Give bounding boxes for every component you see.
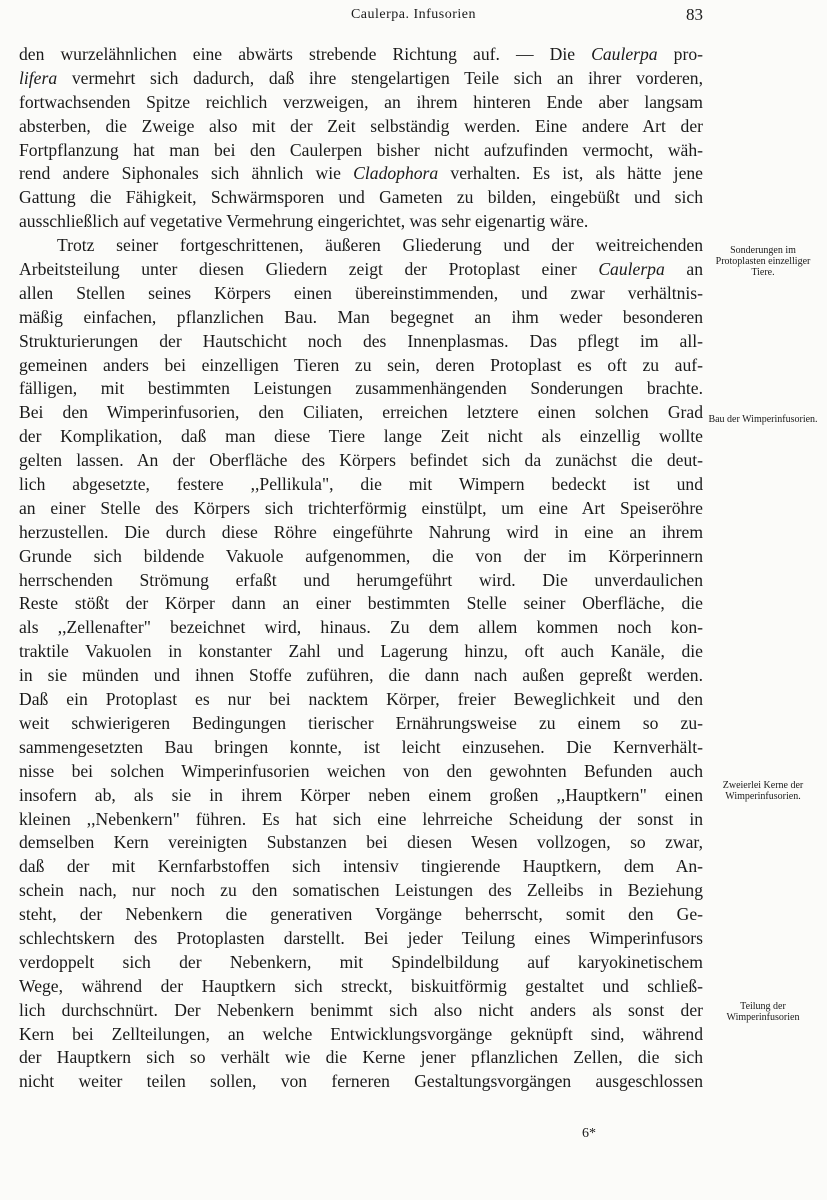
signature-mark: 6* [582,1126,596,1141]
text-line: Bei den Wimperinfusorien, den Ciliaten, erreichen letztere einen solchen Grad [19,402,703,423]
text-line: verdoppelt sich der Nebenkern, mit Spindelbildung auf karyokinetischem [19,951,703,972]
text-line: ausschließlich auf vegetative Vermehrung eingerichtet, was sehr eigenartig wäre. [19,211,589,232]
text-line: Gattung die Fähigkeit, Schwärmsporen und Gameten zu bilden, eingebüßt und sich [19,187,703,208]
text-line: der Komplikation, daß man diese Tiere lange Zeit nicht als einzellig wollte [19,426,703,447]
text-line: herrschenden Strömung erfaßt und herumgeführt wird. Die unverdaulichen [19,569,703,590]
text-line: allen Stellen seines Körpers einen übereinstimmenden, und zwar verhältnis- [19,282,703,303]
text-line: fälligen, mit bestimmten Leistungen zusammenhängenden Sonderungen brachte. [19,378,703,399]
text-line: steht, der Nebenkern die generativen Vorgänge beherrscht, somit den Ge- [19,904,703,925]
text-line: nicht weiter teilen sollen, von ferneren Gestaltungsvorgängen ausgeschlossen [19,1071,703,1092]
text-line: mäßig einfachen, pflanzlichen Bau. Man begegnet an ihm weder besonderen [19,306,703,327]
text-line: herzustellen. Die durch diese Röhre eingeführte Nahrung wird in eine an ihrem [19,521,703,542]
text-line: an einer Stelle des Körpers sich trichterförmig einstülpt, um eine Art Speiseröhre [19,497,703,518]
text-line: lich durchschnürt. Der Nebenkern benimmt sich also nicht anders als sonst der [19,999,703,1020]
text-line: fortwachsenden Spitze reichlich verzweigen, an ihrem hinteren Ende aber langsam [19,91,703,112]
text-line: Fortpflanzung hat man bei den Caulerpen bisher nicht aufzufinden vermocht, wäh- [19,139,703,160]
margin-note: Zweierlei Kerne der Wimperinfusorien. [722,780,804,802]
margin-note: Sonderungen im Protoplasten einzelliger Tiere. [715,245,811,278]
text-line: Kern bei Zellteilungen, an welche Entwicklungsvorgänge geknüpft sind, während [19,1023,703,1044]
text-line: der Hauptkern sich so verhält wie die Kerne jener pflanzlichen Zellen, die sich [19,1047,703,1068]
running-header: Caulerpa. Infusorien [350,7,477,22]
text-line: Reste stößt der Körper dann an einer bestimmten Stelle seiner Oberfläche, die [19,593,703,614]
text-line: daß der mit Kernfarbstoffen sich intensiv tingierende Hauptkern, dem An- [19,856,703,877]
text-line: nisse bei solchen Wimperinfusorien weichen von den gewohnten Befunden auch [19,760,703,781]
text-line: Trotz seiner fortgeschrittenen, äußeren Gliederung und der weitreichenden [57,235,703,256]
text-line: traktile Vakuolen in konstanter Zahl und Lagerung hinzu, oft auch Kanäle, die [19,641,703,662]
text-line: sammengesetzten Bau bringen konnte, ist leicht einzusehen. Die Kernverhält- [19,736,703,757]
text-line: schein nach, nur noch zu den somatischen Leistungen des Zelleibs in Beziehung [19,880,703,901]
text-line: absterben, die Zweige also mit der Zeit selbständig werden. Eine andere Art der [19,115,703,136]
text-line: weit schwierigeren Bedingungen tierischer Ernährungsweise zu einem so zu- [19,712,703,733]
margin-note: Teilung der Wimperinfusorien [726,1001,800,1023]
text-line: gemeinen anders bei einzelligen Tieren zu sein, deren Protoplast es oft zu auf- [19,354,703,375]
text-line: als ,,Zellenafter" bezeichnet wird, hinaus. Zu dem allem kommen noch kon- [19,617,703,638]
page-number: 83 [686,5,703,24]
text-line: lifera vermehrt sich dadurch, daß ihre stengelartigen Teile sich an ihrer vorderen, [19,67,703,88]
text-line: Arbeitsteilung unter diesen Gliedern zeigt der Protoplast einer Caulerpa an [19,259,703,280]
text-line: rend andere Siphonales sich ähnlich wie Cladophora verhalten. Es ist, als hätte jene [19,163,703,184]
text-line: kleinen ,,Nebenkern" führen. Es hat sich eine lehrreiche Scheidung der sonst in [19,808,703,829]
text-line: Wege, während der Hauptkern sich streckt, biskuitförmig gestaltet und schließ- [19,975,703,996]
text-line: Strukturierungen der Hautschicht noch des Innenplasmas. Das pflegt im all- [19,330,703,351]
text-line: in sie münden und ihnen Stoffe zuführen, die dann nach außen gepreßt werden. [19,665,703,686]
text-line: lich abgesetzte, festere ,,Pellikula", die mit Wimpern bedeckt ist und [19,474,703,495]
text-line: insofern ab, als sie in ihrem Körper neben einem großen ,,Hauptkern" einen [19,784,703,805]
margin-note: Bau der Wimperinfusorien. [708,414,818,425]
text-line: Grunde sich bildende Vakuole aufgenommen, die von der im Körperinnern [19,545,703,566]
body-text [19,43,703,1094]
text-line: Daß ein Protoplast es nur bei nacktem Körper, freier Beweglichkeit und den [19,689,703,710]
text-line: schlechtskern des Protoplasten darstellt. Bei jeder Teilung eines Wimperinfusors [19,927,703,948]
text-line: den wurzelähnlichen eine abwärts strebende Richtung auf. — Die Caulerpa pro- [19,44,703,64]
text-line: demselben Kern vereinigten Substanzen bei diesen Wesen vollzogen, so zwar, [19,832,703,853]
text-line: gelten lassen. An der Oberfläche des Körpers befindet sich da zunächst die deut- [19,450,703,471]
